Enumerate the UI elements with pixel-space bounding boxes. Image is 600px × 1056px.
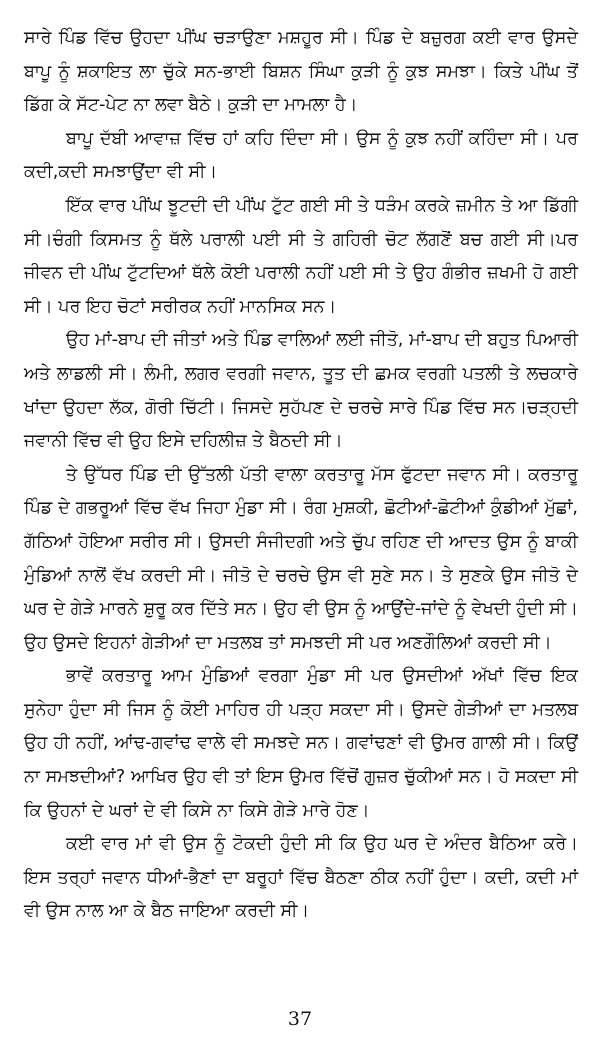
paragraph-7: ਕਈ ਵਾਰ ਮਾਂ ਵੀ ਉਸ ਨੂੰ ਟੋਕਦੀ ਹੁੰਦੀ ਸੀ ਕਿ ਉਹ ਘਰ ਦੇ ਅੰਦਰ ਬੈਠਿਆ ਕਰੇ। ਇਸ ਤਰ੍ਹਾਂ ਜਵਾਨ ਧੀਆਂ-ਭੈਣਾਂ ਦਾ ਬਰੂਹਾਂ ਵਿੱਚ ਬੈਠਣਾ ਠੀਕ ਨਹੀਂ ਹੁੰਦਾ। ਕਦੀ, ਕਦੀ ਮਾਂ ਵੀ ਉਸ ਨਾਲ ਆ ਕੇ ਬੈਠ ਜਾਇਆ ਕਰਦੀ ਸੀ। [24, 834, 578, 922]
paragraph-1: ਸਾਰੇ ਪਿੰਡ ਵਿੱਚ ਉਹਦਾ ਪੀਂਘ ਚੜਾਉਣਾ ਮਸ਼ਹੂਰ ਸੀ। ਪਿੰਡ ਦੇ ਬਜ਼ੁਰਗ ਕਈ ਵਾਰ ਉਸਦੇ ਬਾਪੂ ਨੂੰ ਸ਼ਕਾਇਤ ਲਾ ਚੁੱਕੇ ਸਨ-ਭਾਈ ਬਿਸ਼ਨ ਸਿੰਘਾ ਕੁੜੀ ਨੂੰ ਕੁਝ ਸਮਝਾ। ਕਿਤੇ ਪੀਂਘ ਤੋਂ ਡਿੱਗ ਕੇ ਸੱਟ-ਪੇਟ ਨਾ ਲਵਾ ਬੈਠੇ। ਕੁੜੀ ਦਾ ਮਾਮਲਾ ਹੈ। [24, 28, 578, 116]
paragraph-2: ਬਾਪੂ ਦੱਬੀ ਆਵਾਜ਼ ਵਿੱਚ ਹਾਂ ਕਹਿ ਦਿੰਦਾ ਸੀ। ਉਸ ਨੂੰ ਕੁਝ ਨਹੀਂ ਕਹਿੰਦਾ ਸੀ। ਪਰ ਕਦੀ,ਕਦੀ ਸਮਝਾਉਂਦਾ ਵੀ ਸੀ। [24, 128, 578, 183]
paragraph-5: ਤੇ ਉੱਧਰ ਪਿੰਡ ਦੀ ਉੱਤਲੀ ਪੱਤੀ ਵਾਲਾ ਕਰਤਾਰੂ ਮੱਸ ਫੁੱਟਦਾ ਜਵਾਨ ਸੀ। ਕਰਤਾਰੂ ਪਿੰਡ ਦੇ ਗਭਰੂਆਂ ਵਿੱਚ ਵੱਖ ਜਿਹਾ ਮੁੰਡਾ ਸੀ। ਰੰਗ ਮੁਸ਼ਕੀ, ਛੋਟੀਆਂ-ਛੋਟੀਆਂ ਕੁੰਡੀਆਂ ਮੁੱਛਾਂ, ਗੱਠਿਆਂ ਹੋਇਆ ਸਰੀਰ ਸੀ। ਉਸਦੀ ਸੰਜੀਦਗੀ ਅਤੇ ਚੁੱਪ ਰਹਿਣ ਦੀ ਆਦਤ ਉਸ ਨੂੰ ਬਾਕੀ ਮੁੰਡਿਆਂ ਨਾਲੋਂ ਵੱਖ ਕਰਦੀ ਸੀ। ਜੀਤੋ ਦੇ ਚਰਚੇ ਉਸ ਵੀ ਸੁਣੇ ਸਨ। ਤੇ ਸੁਣਕੇ ਉਸ ਜੀਤੋ ਦੇ ਘਰ ਦੇ ਗੇੜੇ ਮਾਰਨੇ ਸ਼ੁਰੂ ਕਰ ਦਿੱਤੇ ਸਨ। ਉਹ ਵੀ ਉਸ ਨੂੰ ਆਉਂਦੇ-ਜਾਂਦੇ ਨੂੰ ਵੇਖਦੀ ਹੁੰਦੀ ਸੀ। ਉਹ ਉਸਦੇ ਇਹਨਾਂ ਗੇੜੀਆਂ ਦਾ ਮਤਲਬ ਤਾਂ ਸਮਝਦੀ ਸੀ ਪਰ ਅਣਗੌਲਿਆਂ ਕਰਦੀ ਸੀ। [24, 464, 578, 653]
paragraph-6: ਭਾਵੇਂ ਕਰਤਾਰੂ ਆਮ ਮੁੰਡਿਆਂ ਵਰਗਾ ਮੁੰਡਾ ਸੀ ਪਰ ਉਸਦੀਆਂ ਅੱਖਾਂ ਵਿੱਚ ਇਕ ਸੁਨੇਹਾ ਹੁੰਦਾ ਸੀ ਜਿਸ ਨੂੰ ਕੋਈ ਮਾਹਿਰ ਹੀ ਪੜ੍ਹ ਸਕਦਾ ਸੀ। ਉਸਦੇ ਗੇੜੀਆਂ ਦਾ ਮਤਲਬ ਉਹ ਹੀ ਨਹੀਂ, ਆਂਢ-ਗਵਾਂਢ ਵਾਲੇ ਵੀ ਸਮਝਦੇ ਸਨ। ਗਵਾਂਢਣਾਂ ਵੀ ਉਮਰ ਗਾਲੀ ਸੀ। ਕਿਉਂ ਨਾ ਸਮਝਦੀਆਂ? ਆਖਿਰ ਉਹ ਵੀ ਤਾਂ ਇਸ ਉਮਰ ਵਿੱਚੋਂ ਗੁਜ਼ਰ ਚੁੱਕੀਆਂ ਸਨ। ਹੋ ਸਕਦਾ ਸੀ ਕਿ ਉਹਨਾਂ ਦੇ ਘਰਾਂ ਦੇ ਵੀ ਕਿਸੇ ਨਾ ਕਿਸੇ ਗੇੜੇ ਮਾਰੇ ਹੋਣ। [24, 666, 578, 821]
page-number: 37 [287, 1008, 313, 1030]
page-body [24, 22, 578, 929]
paragraph-3: ਇੱਕ ਵਾਰ ਪੀਂਘ ਝੂਟਦੀ ਦੀ ਪੀਂਘ ਟੁੱਟ ਗਈ ਸੀ ਤੇ ਧੜੰਮ ਕਰਕੇ ਜ਼ਮੀਨ ਤੇ ਆ ਡਿੱਗੀ ਸੀ।ਚੰਗੀ ਕਿਸਮਤ ਨੂੰ ਥੱਲੇ ਪਰਾਲੀ ਪਈ ਸੀ ਤੇ ਗਹਿਰੀ ਚੋਟ ਲੱਗਣੋਂ ਬਚ ਗਈ ਸੀ।ਪਰ ਜੀਵਨ ਦੀ ਪੀਂਘ ਟੁੱਟਦਿਆਂ ਥੱਲੇ ਕੋਈ ਪਰਾਲੀ ਨਹੀਂ ਪਈ ਸੀ ਤੇ ਉਹ ਗੰਭੀਰ ਜ਼ਖਮੀ ਹੋ ਗਈ ਸੀ। ਪਰ ਇਹ ਚੋਟਾਂ ਸਰੀਰਕ ਨਹੀਂ ਮਾਨਸਿਕ ਸਨ। [24, 195, 578, 317]
paragraph-4: ਉਹ ਮਾਂ-ਬਾਪ ਦੀ ਜੀਤਾਂ ਅਤੇ ਪਿੰਡ ਵਾਲਿਆਂ ਲਈ ਜੀਤੋ, ਮਾਂ-ਬਾਪ ਦੀ ਬਹੁਤ ਪਿਆਰੀ ਅਤੇ ਲਾਡਲੀ ਸੀ। ਲੰਮੀ, ਲਗਰ ਵਰਗੀ ਜਵਾਨ, ਤੂਤ ਦੀ ਛਮਕ ਵਰਗੀ ਪਤਲੀ ਤੇ ਲਚਕਾਰੇ ਖਾਂਦਾ ਉਹਦਾ ਲੱਕ, ਗੋਰੀ ਚਿੱਟੀ। ਜਿਸਦੇ ਸੁਹੱਪਣ ਦੇ ਚਰਚੇ ਸਾਰੇ ਪਿੰਡ ਵਿੱਚ ਸਨ।ਚੜ੍ਹਦੀ ਜਵਾਨੀ ਵਿੱਚ ਵੀ ਉਹ ਇਸੇ ਦਹਿਲੀਜ਼ ਤੇ ਬੈਠਦੀ ਸੀ। [24, 330, 578, 452]
